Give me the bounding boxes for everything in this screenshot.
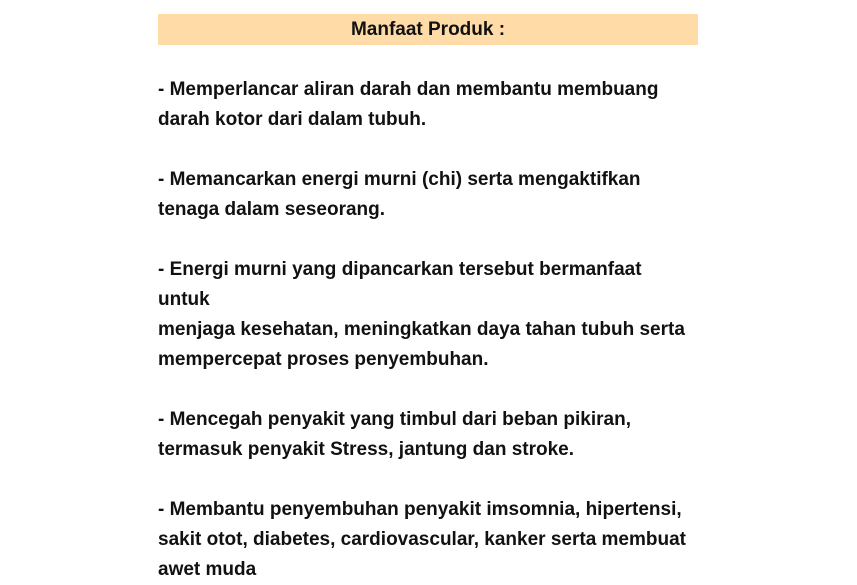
benefit-item-4: - Mencegah penyakit yang timbul dari beban pikiran, termasuk penyakit Stress, jantung dan stroke. [158,409,631,460]
benefits-list [158,75,698,585]
section-header: Manfaat Produk : [158,14,698,45]
benefit-item-2: - Memancarkan energi murni (chi) serta mengaktifkan tenaga dalam seseorang. [158,169,641,220]
product-benefits-section [158,14,698,585]
benefit-item-1: - Memperlancar aliran darah dan membantu membuang darah kotor dari dalam tubuh. [158,79,659,130]
benefit-item-5: - Membantu penyembuhan penyakit imsomnia, hipertensi, sakit otot, diabetes, cardiovascular, kanker serta membuat awet muda [158,499,687,580]
benefit-item-3: - Energi murni yang dipancarkan tersebut bermanfaat untuk menjaga kesehatan, meningkatkan daya tahan tubuh serta mempercepat proses penyembuhan. [158,259,685,370]
